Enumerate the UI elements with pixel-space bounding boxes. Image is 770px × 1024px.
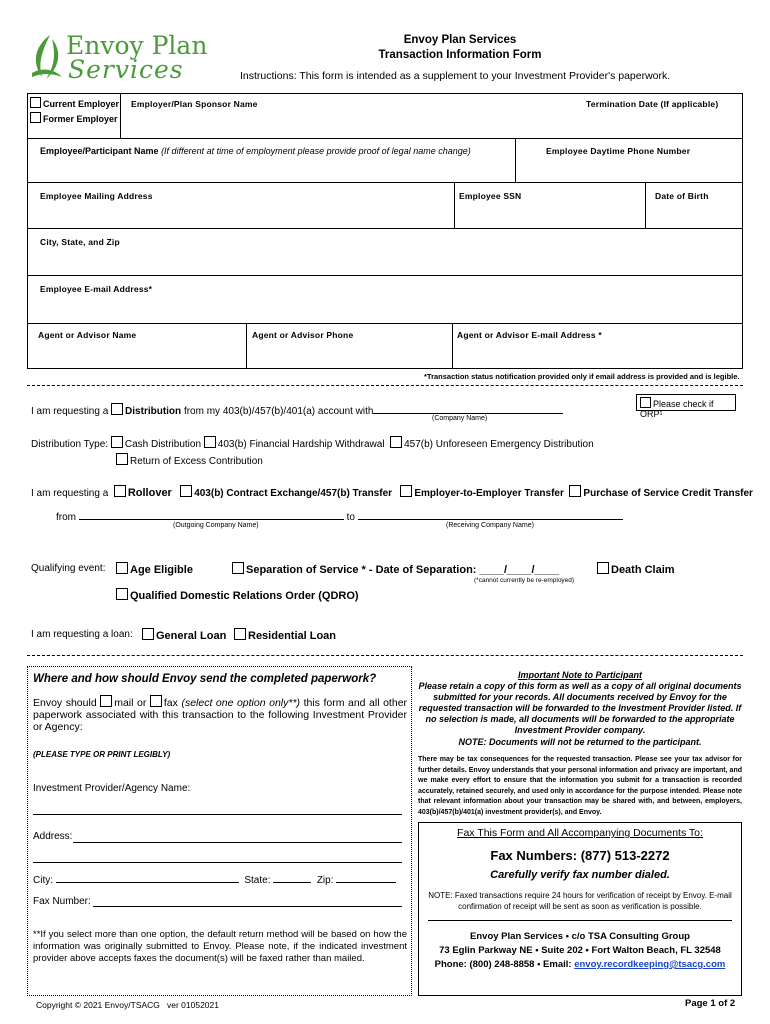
transfer-request-row: I am requesting a Rollover 403(b) Contract Exchange/457(b) Transfer Employer-to-Employer Transfer Purchase of Service Credit Transfer [31,487,753,499]
former-employer-option[interactable]: Former Employer [30,112,118,124]
agent-phone-label: Agent or Advisor Phone [252,330,354,340]
qdro-checkbox[interactable] [116,588,128,600]
page-number: Page 1 of 2 [685,998,736,1009]
loan-label: I am requesting a loan: [31,629,133,640]
leaf-logo-icon [28,33,66,81]
death-claim-option[interactable]: Death Claim [597,562,675,576]
mail-checkbox[interactable] [100,695,112,707]
contact-email-link[interactable]: envoy.recordkeeping@tsacg.com [574,959,726,970]
fax-numbers: Fax Numbers: (877) 513-2272 [490,848,670,863]
ssn-label: Employee SSN [459,191,522,201]
address-field-2[interactable] [33,862,402,863]
company-name-field[interactable] [373,413,563,414]
city-state-zip-row: City: State: Zip: [33,875,396,886]
death-claim-checkbox[interactable] [597,562,609,574]
service-credit-checkbox[interactable] [569,485,581,497]
fax-note: NOTE: Faxed transactions require 24 hours for verification of receipt by Envoy. E-mail confirmation of receipt will be sent as soon as verification is possible. [428,891,732,911]
distribution-checkbox[interactable] [111,403,123,415]
logo [28,33,208,83]
separation-note: (*cannot currently be re-employed) [474,577,575,584]
mailing-address-label: Employee Mailing Address [40,191,153,201]
instructions: Instructions: This form is intended as a supplement to your Investment Provider's paperwork. [240,70,671,82]
logo-line-2: Services [68,55,184,84]
participant-info-box [27,93,743,369]
company-name-caption: (Company Name) [432,415,488,422]
qdro-option[interactable]: Qualified Domestic Relations Order (QDRO) [116,588,359,602]
company-name: Envoy Plan Services [403,34,517,46]
fax-number-field[interactable] [93,906,402,907]
agent-name-label: Agent or Advisor Name [38,330,137,340]
agent-email-label: Agent or Advisor E-mail Address * [457,330,602,340]
employer-transfer-checkbox[interactable] [400,485,412,497]
fax-contact: Phone: (800) 248-8858 • Email: envoy.recordkeeping@tsacg.com [434,959,726,970]
current-employer-option[interactable]: Current Employer [30,97,119,109]
participant-name-label: Employee/Participant Name (If different at time of employment please provide proof of legal name change) [40,146,471,156]
age-eligible-option[interactable]: Age Eligible [116,562,193,576]
former-employer-checkbox[interactable] [30,112,41,123]
excess-contribution-option[interactable]: Return of Excess Contribution [116,453,263,467]
outgoing-caption: (Outgoing Company Name) [173,522,259,529]
logo-line-1: Envoy Plan [66,31,208,60]
fax-number-label: Fax Number: [33,896,91,907]
dob-label: Date of Birth [655,191,709,201]
from-to-row: from to [56,512,623,523]
fax-heading: Fax This Form and All Accompanying Documents To: [457,827,703,839]
receiving-caption: (Receiving Company Name) [446,522,534,529]
provider-name-label: Investment Provider/Agency Name: [33,783,191,794]
residential-loan-option[interactable]: Residential Loan [234,628,336,642]
termination-date-label: Termination Date (If applicable) [586,99,719,109]
provider-name-field[interactable] [33,814,402,815]
general-loan-checkbox[interactable] [142,628,154,640]
current-employer-checkbox[interactable] [30,97,41,108]
important-note-body: Please retain a copy of this form as well as a copy of all original documents submitted for your records. All documents received by Envoy for the requested transaction will be forwarded to the Investment Provider listed. If no selection is made, all documents will be forwarded to the appropriate Investment Provider company. [418,681,742,735]
fax-verify: Carefully verify fax number dialed. [490,869,670,881]
rollover-checkbox[interactable] [114,485,126,497]
send-footnote: **If you select more than one option, the default return method will be based on how the information was originally submitted to Envoy. Please note, if the indicated investment provider above accepts faxes the document(s) will be faxed rather than mailed. [33,929,407,964]
important-note-title: Important Note to Participant [517,670,642,680]
city-state-zip-label: City, State, and Zip [40,237,120,247]
outgoing-company-field[interactable] [79,519,344,520]
orp-checkbox[interactable] [640,397,651,408]
unforeseen-emergency-checkbox[interactable] [390,436,402,448]
daytime-phone-label: Employee Daytime Phone Number [546,146,691,156]
send-heading: Where and how should Envoy send the completed paperwork? [33,673,377,685]
age-eligible-checkbox[interactable] [116,562,128,574]
form-title: Transaction Information Form [378,49,542,61]
fax-address: 73 Eglin Parkway NE • Suite 202 • Fort Walton Beach, FL 32548 [439,945,721,956]
cash-distribution-checkbox[interactable] [111,436,123,448]
zip-field[interactable] [336,882,396,883]
general-loan-option[interactable]: General Loan [142,628,226,642]
separation-checkbox[interactable] [232,562,244,574]
address-label: Address: [33,831,73,842]
receiving-company-field[interactable] [358,519,623,520]
excess-contribution-checkbox[interactable] [116,453,128,465]
residential-loan-checkbox[interactable] [234,628,246,640]
fax-checkbox[interactable] [150,695,162,707]
qualifying-label: Qualifying event: [31,563,106,574]
city-field[interactable] [56,882,239,883]
sponsor-name-label: Employer/Plan Sponsor Name [131,99,258,109]
distribution-request-row: I am requesting a Distribution from my 403(b)/457(b)/401(a) account with [31,403,563,417]
copyright: Copyright © 2021 Envoy/TSACG ver 01052021 [36,1000,219,1010]
print-legibly: (PLEASE TYPE OR PRINT LEGIBLY) [33,750,171,759]
state-field[interactable] [273,882,311,883]
contract-exchange-checkbox[interactable] [180,485,192,497]
address-field[interactable] [73,842,402,843]
send-instructions: Envoy should mail or fax (select one option only**) this form and all other paperwork associated with this transaction to the following Investment Provider or Agency: [33,697,408,733]
fax-company: Envoy Plan Services • c/o TSA Consulting Group [470,931,690,942]
tax-note: There may be tax consequences for the requested transaction. Please see your tax advisor for further details. Envoy understands that your personal information and privacy are important, and we make every effort to ensure that the information you submit for a transaction is recorded accurately, retained securely, and used only in accordance for the purpose intended. Please note that relevant information about your transaction may be shared with, and between, employers, 403(b)/457(b)/401(a) investment provider(s), and Envoy. [418,756,742,816]
not-returned-note: NOTE: Documents will not be returned to the participant. [458,737,702,747]
distribution-type-row: Distribution Type: Cash Distribution 403(b) Financial Hardship Withdrawal 457(b) Unforeseen Emergency Distribution [31,436,594,450]
employee-email-label: Employee E-mail Address* [40,284,153,294]
hardship-checkbox[interactable] [204,436,216,448]
separation-option[interactable]: Separation of Service * - Date of Separation: ____/____/____ [232,562,559,576]
orp-box[interactable]: Please check if ORP¹ [636,394,736,411]
transaction-status-note: *Transaction status notification provided only if email address is provided and is legible. [424,372,740,381]
